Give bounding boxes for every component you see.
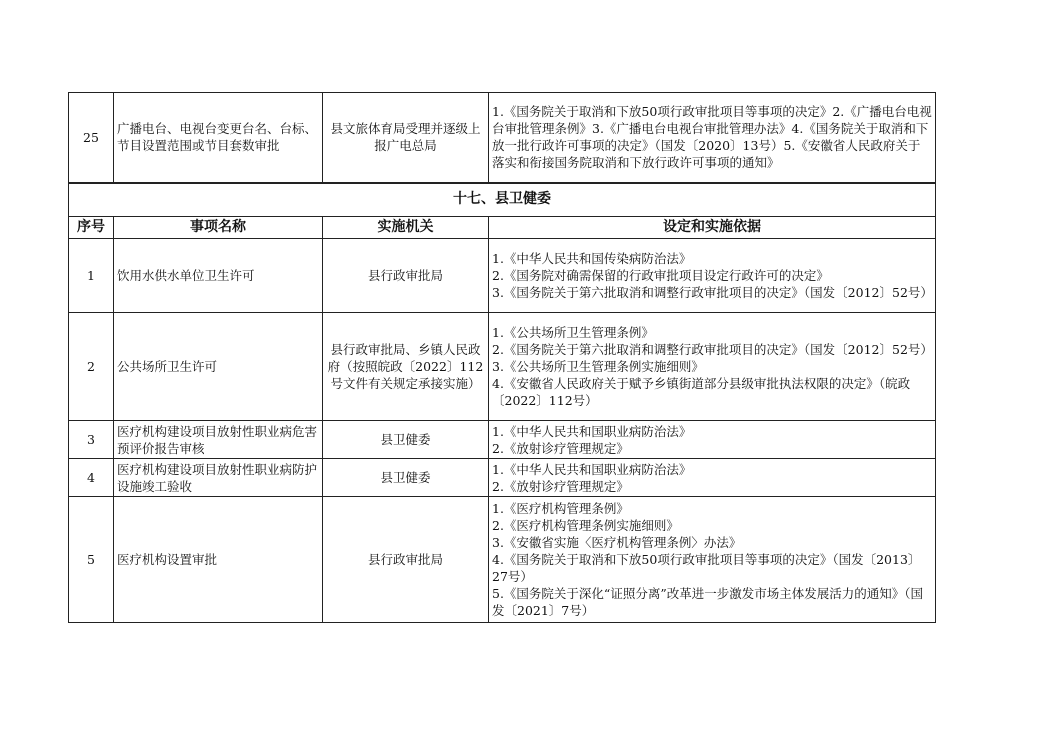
item-name: 广播电台、电视台变更台名、台标、节目设置范围或节目套数审批: [114, 93, 323, 183]
basis-line: 3.《公共场所卫生管理条例实施细则》: [492, 359, 704, 374]
legal-basis: [489, 239, 936, 313]
section-title: 十七、县卫健委: [69, 183, 936, 217]
item-name: 医疗机构建设项目放射性职业病防护设施竣工验收: [114, 459, 323, 497]
legal-basis: [489, 313, 936, 421]
basis-line: 3.《国务院关于第六批取消和调整行政审批项目的决定》（国发〔2012〕52号）: [492, 285, 933, 300]
basis-line: 2.《医疗机构管理条例实施细则》: [492, 518, 679, 533]
item-name: 饮用水供水单位卫生许可: [114, 239, 323, 313]
implementing-agency: 县行政审批局、乡镇人民政府（按照皖政〔2022〕112号文件有关规定承接实施）: [323, 313, 489, 421]
table-row: [69, 421, 936, 459]
approval-items-table: [68, 92, 936, 623]
basis-line: 2.《国务院对确需保留的行政审批项目设定行政许可的决定》: [492, 268, 829, 283]
basis-line: 2.《放射诊疗管理规定》: [492, 478, 629, 494]
header-no: 序号: [69, 217, 114, 239]
basis-line: 5.《国务院关于深化“证照分离”改革进一步激发市场主体发展活力的通知》（国发〔2021〕7号）: [492, 586, 923, 618]
table-row: [69, 497, 936, 623]
legal-basis: [489, 497, 936, 623]
row-number: 5: [69, 497, 114, 623]
basis-line: 1.《公共场所卫生管理条例》: [492, 325, 654, 340]
item-name: 医疗机构建设项目放射性职业病危害预评价报告审核: [114, 421, 323, 459]
header-basis: 设定和实施依据: [489, 217, 936, 239]
table-row: [69, 313, 936, 421]
basis-line: 1.《中华人民共和国职业病防治法》: [492, 461, 692, 477]
basis-line: 1.《中华人民共和国职业病防治法》: [492, 423, 692, 439]
basis-line: 2.《国务院关于第六批取消和调整行政审批项目的决定》（国发〔2012〕52号）: [492, 342, 933, 357]
row-number: 25: [69, 93, 114, 183]
implementing-agency: 县行政审批局: [323, 497, 489, 623]
legal-basis: 1.《国务院关于取消和下放50项行政审批项目等事项的决定》2.《广播电台电视台审批管理条例》3.《广播电台电视台审批管理办法》4.《国务院关于取消和下放一批行政许可事项的决定》（国发〔2020〕13号）5.《安徽省人民政府关于落实和衔接国务院取消和下放行政许可事项的通知》: [489, 93, 936, 183]
column-header-row: [69, 217, 936, 239]
implementing-agency: 县文旅体育局受理并逐级上报广电总局: [323, 93, 489, 183]
basis-line: 2.《放射诊疗管理规定》: [492, 440, 629, 456]
basis-line: 4.《国务院关于取消和下放50项行政审批项目等事项的决定》（国发〔2013〕27号）: [492, 552, 921, 584]
row-number: 3: [69, 421, 114, 459]
legal-basis: [489, 421, 936, 459]
header-agency: 实施机关: [323, 217, 489, 239]
implementing-agency: 县卫健委: [323, 421, 489, 459]
implementing-agency: 县行政审批局: [323, 239, 489, 313]
row-number: 2: [69, 313, 114, 421]
row-number: 1: [69, 239, 114, 313]
implementing-agency: 县卫健委: [323, 459, 489, 497]
basis-line: 1.《医疗机构管理条例》: [492, 501, 629, 516]
table-row: [69, 459, 936, 497]
header-name: 事项名称: [114, 217, 323, 239]
item-name: 医疗机构设置审批: [114, 497, 323, 623]
row-number: 4: [69, 459, 114, 497]
basis-line: 4.《安徽省人民政府关于赋予乡镇街道部分县级审批执法权限的决定》（皖政〔2022〕112号）: [492, 376, 911, 408]
table-row: [69, 239, 936, 313]
basis-line: 3.《安徽省实施〈医疗机构管理条例〉办法》: [492, 535, 742, 550]
item-name: 公共场所卫生许可: [114, 313, 323, 421]
basis-line: 1.《中华人民共和国传染病防治法》: [492, 251, 692, 266]
table-row: [69, 93, 936, 183]
section-header-row: [69, 183, 936, 217]
legal-basis: [489, 459, 936, 497]
